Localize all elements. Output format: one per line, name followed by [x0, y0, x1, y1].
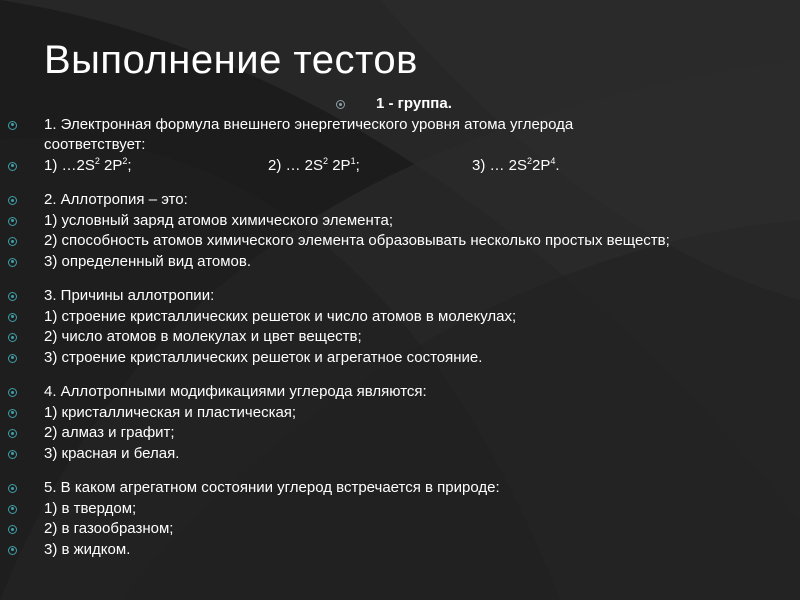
list-item — [0, 478, 800, 499]
q5-answer: 2) в газообразном; — [44, 520, 174, 537]
bullet-icon — [8, 388, 17, 397]
list-item — [0, 115, 800, 136]
question-3-text: 3. Причины аллотропии: — [44, 287, 215, 304]
question-2-text: 2. Аллотропия – это: — [44, 191, 188, 208]
q1-option-1: 1) $\dots 2S^2$ $2P^2$; — [44, 155, 132, 174]
bullet-icon — [8, 484, 17, 493]
bullet-icon — [8, 409, 17, 418]
spacer — [0, 176, 800, 190]
q1-option-3: 3) … $2S^22P^4$. — [472, 155, 560, 174]
q1-option-2: 2) … $2S^2$ $2P^1$; — [268, 155, 360, 174]
q5-answer: 1) в твердом; — [44, 499, 137, 517]
bullet-icon — [8, 121, 17, 130]
list-item — [0, 286, 800, 307]
list-item — [0, 307, 800, 328]
slide-title: Выполнение тестов — [44, 38, 418, 82]
bullet-icon — [8, 525, 17, 534]
q3-answer: 3) строение кристаллических решеток и агрегатное состояние. — [44, 348, 483, 366]
list-item — [0, 348, 800, 369]
bullet-icon — [8, 505, 17, 514]
bullet-icon — [8, 292, 17, 301]
group-heading — [0, 94, 800, 115]
question-1-text: 1. Электронная формула внешнего энергетического уровня атома углерода — [44, 115, 574, 133]
q2-answer: 2) способность атомов химического элемента образовывать несколько простых веществ; — [44, 232, 670, 249]
list-item — [0, 444, 800, 465]
bullet-icon — [336, 100, 345, 109]
bullet-icon — [8, 217, 17, 226]
list-item — [0, 540, 800, 561]
q4-answer: 3) красная и белая. — [44, 444, 180, 462]
list-item — [0, 382, 800, 403]
bullet-icon — [8, 450, 17, 459]
spacer — [0, 368, 800, 382]
bullet-icon — [8, 354, 17, 363]
list-item — [0, 156, 800, 177]
spacer — [0, 272, 800, 286]
list-item — [0, 327, 800, 348]
bullet-icon — [8, 313, 17, 322]
q3-answer: 1) строение кристаллических решеток и число атомов в молекулах; — [44, 307, 517, 325]
slide-body — [0, 94, 800, 560]
bullet-icon — [8, 162, 17, 171]
bullet-icon — [8, 196, 17, 205]
question-1-text-cont: соответствует: — [44, 136, 146, 153]
bullet-icon — [8, 237, 17, 246]
q4-answer: 1) кристаллическая и пластическая; — [44, 403, 297, 421]
bullet-icon — [8, 429, 17, 438]
q3-answer: 2) число атомов в молекулах и цвет веществ; — [44, 328, 362, 345]
q2-answer: 3) определенный вид атомов. — [44, 252, 252, 270]
list-item — [0, 211, 800, 232]
q5-answer: 3) в жидком. — [44, 540, 131, 558]
list-item — [0, 519, 800, 540]
bullet-icon — [8, 333, 17, 342]
list-item — [0, 190, 800, 211]
q4-answer: 2) алмаз и графит; — [44, 424, 175, 441]
list-item — [0, 252, 800, 273]
q2-answer: 1) условный заряд атомов химического элемента; — [44, 211, 393, 229]
list-item — [0, 499, 800, 520]
group-heading-text: 1 - группа. — [376, 95, 452, 112]
list-item — [0, 423, 800, 444]
spacer — [0, 464, 800, 478]
bullet-icon — [8, 546, 17, 555]
bullet-icon — [8, 258, 17, 267]
list-item — [0, 135, 800, 156]
list-item — [0, 403, 800, 424]
question-5-text: 5. В каком агрегатном состоянии углерод встречается в природе: — [44, 479, 500, 496]
list-item — [0, 231, 800, 252]
question-4-text: 4. Аллотропными модификациями углерода являются: — [44, 383, 427, 400]
